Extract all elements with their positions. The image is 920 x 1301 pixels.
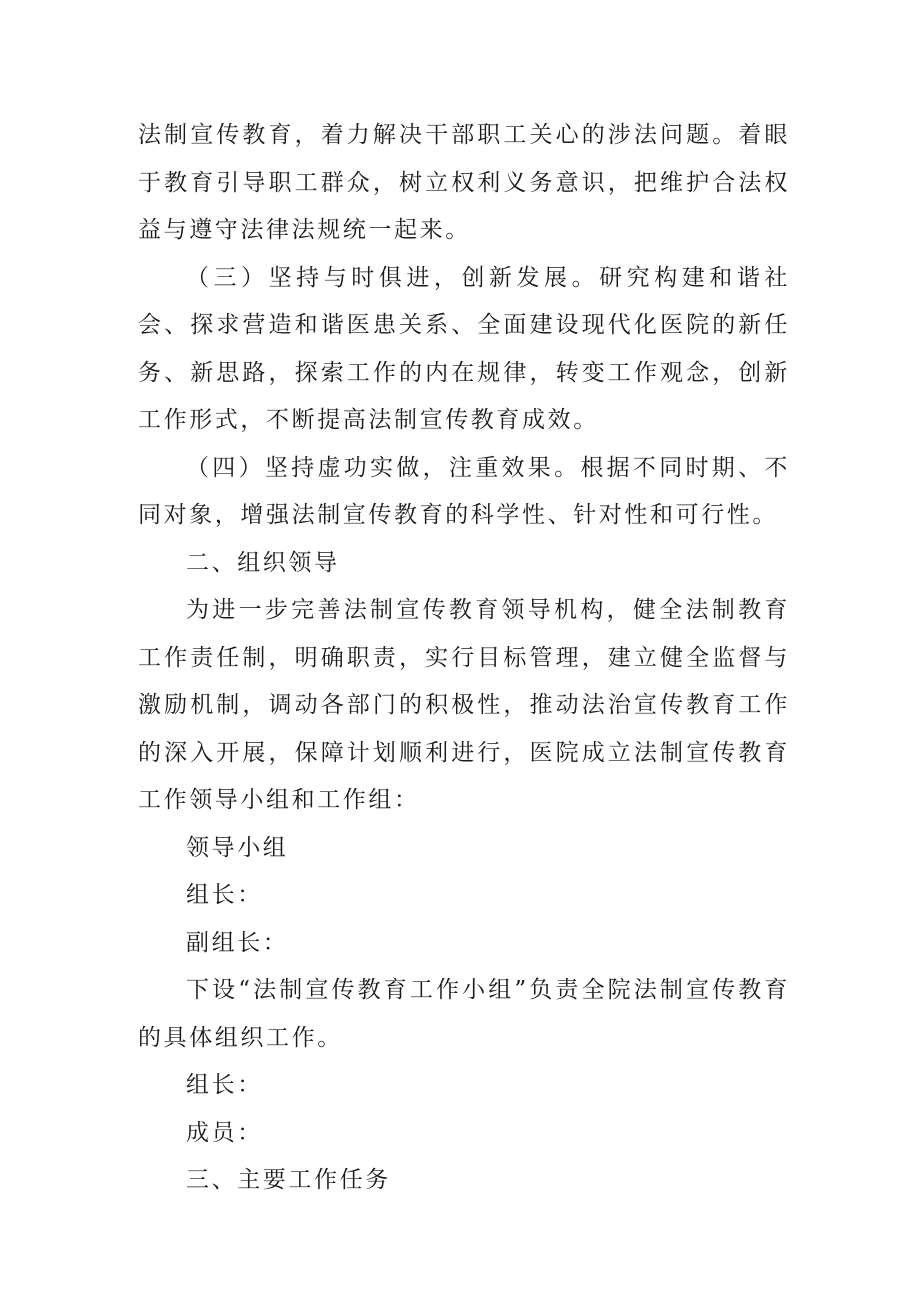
- label-leading-group: 领导小组: [186, 834, 289, 861]
- paragraph-principle-three: （三）坚持与时俱进，创新发展。研究构建和谐社会、探求营造和谐医患关系、全面建设现代化医院的新任务、新思路，探索工作的内在规律，转变工作观念，创新工作形式，不断提高法制宣传教育成效。: [138, 264, 790, 433]
- label-working-group-leader: 组长：: [186, 1072, 263, 1098]
- section-heading-organization: 二、组织领导: [186, 549, 340, 576]
- document-body: [138, 112, 790, 1205]
- label-group-leader: 组长：: [186, 882, 263, 908]
- paragraph-organization-intro: 为进一步完善法制宣传教育领导机构，健全法制教育工作责任制，明确职责，实行目标管理，建立健全监督与激励机制，调动各部门的积极性，推动法治宣传教育工作的深入开展，保障计划顺利进行，医院成立法制宣传教育工作领导小组和工作组：: [138, 597, 790, 813]
- paragraph-principle-four: （四）坚持虚功实做，注重效果。根据不同时期、不同对象，增强法制宣传教育的科学性、针对性和可行性。: [138, 454, 790, 528]
- label-deputy-leader: 副组长：: [186, 929, 289, 956]
- paragraph-working-group: 下设“法制宣传教育工作小组”负责全院法制宣传教育的具体组织工作。: [138, 977, 790, 1051]
- paragraph-continuation: 法制宣传教育，着力解决干部职工关心的涉法问题。着眼于教育引导职工群众，树立权利义务意识，把维护合法权益与遵守法律法规统一起来。: [138, 122, 790, 243]
- label-members: 成员：: [186, 1119, 263, 1146]
- section-heading-main-tasks: 三、主要工作任务: [186, 1167, 391, 1193]
